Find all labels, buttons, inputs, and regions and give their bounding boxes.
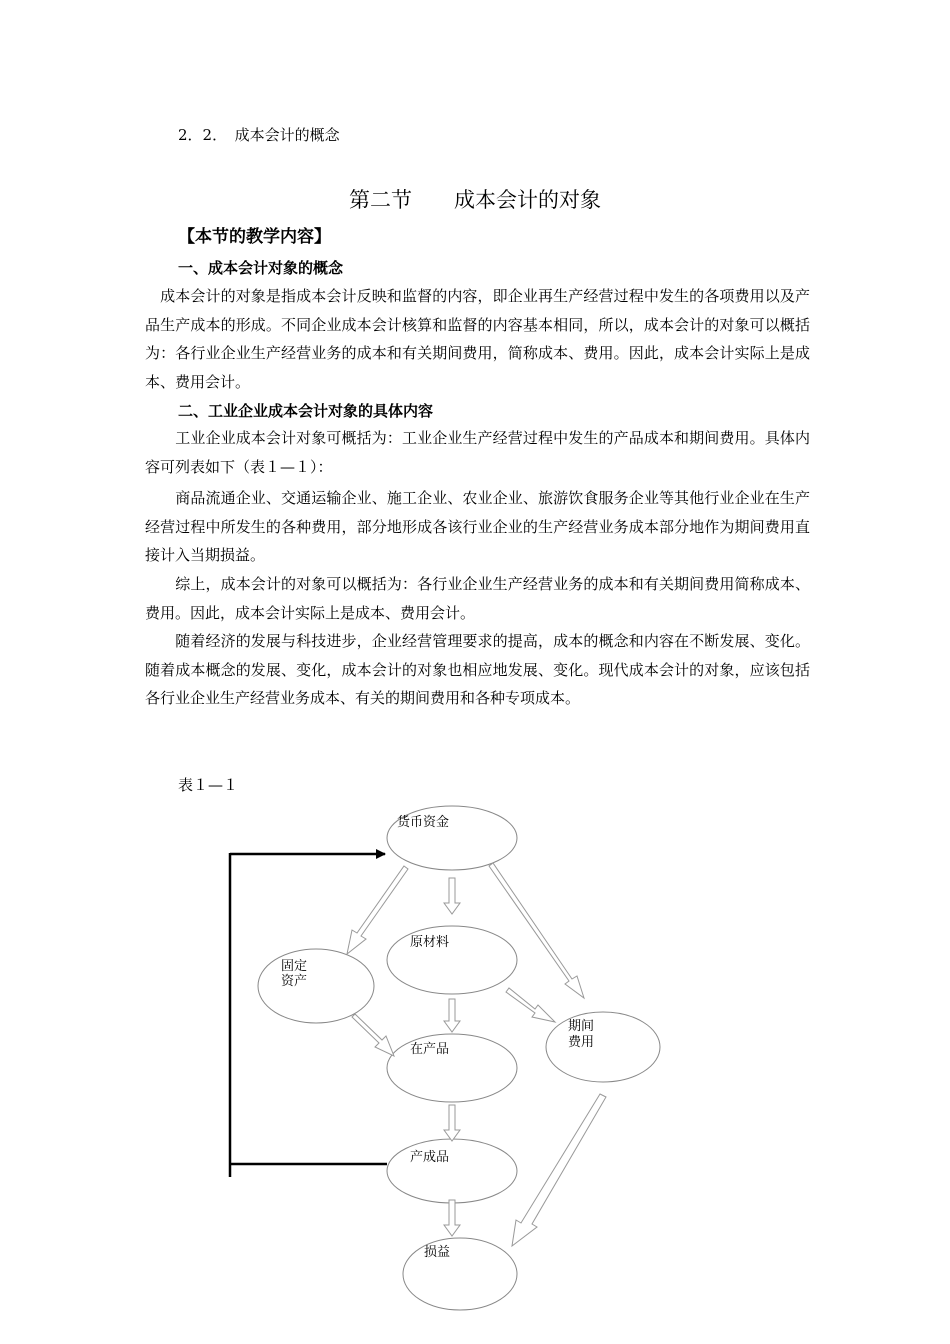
node-finished <box>387 1139 517 1203</box>
paragraph-3: 商品流通企业、交通运输企业、施工企业、农业企业、旅游饮食服务企业等其他行业企业在生产经营过程中所发生的各种费用，部分地形成各该行业企业的生产经营业务成本部分地作为期间费用直接计入当期损益。 <box>145 489 810 564</box>
arrow-fixed-to-wip <box>352 1014 394 1056</box>
paragraph-2: 工业企业成本会计对象可概括为：工业企业生产经营过程中发生的产品成本和期间费用。具体内容可列表如下（表１—１）： <box>145 429 810 476</box>
label-period-cost-1: 期间 <box>568 1019 595 1034</box>
node-profit-loss <box>403 1238 517 1310</box>
label-fixed-assets-1: 固定 <box>281 959 308 974</box>
label-wip: 在产品 <box>410 1042 450 1057</box>
paragraph-1: 成本会计的对象是指成本会计反映和监督的内容，即企业再生产经营过程中发生的各项费用以及产品生产成本的形成。不同企业成本会计核算和监督的内容基本相同，所以，成本会计的对象可以概括为：各行业企业生产经营业务的成本和有关期间费用，简称成本、费用。因此，成本会计实际上是成本、费用会计。 <box>145 287 810 391</box>
teaching-heading: 【本节的教学内容】 <box>178 227 331 247</box>
toc-line: 2．2． 成本会计的概念 <box>178 126 340 144</box>
node-wip <box>387 1034 517 1102</box>
paragraph-5: 随着经济的发展与科技进步，企业经营管理要求的提高，成本的概念和内容在不断发展、变化。随着成本概念的发展、变化，成本会计的对象也相应地发展、变化。现代成本会计的对象，应该包括各行业企业生产经营业务成本、有关的期间费用和各种专项成本。 <box>145 632 810 707</box>
table-caption: 表１—１ <box>178 776 239 794</box>
label-raw-material: 原材料 <box>410 935 450 950</box>
heading-2: 二、工业企业成本会计对象的具体内容 <box>178 402 434 420</box>
label-finished: 产成品 <box>410 1150 450 1165</box>
paragraph-4: 综上，成本会计的对象可以概括为：各行业企业生产经营业务的成本和有关期间费用简称成本、费用。因此，成本会计实际上是成本、费用会计。 <box>145 575 810 622</box>
arrow-raw-to-period-cost <box>506 988 555 1022</box>
arrow-wip-to-finished <box>444 1105 460 1141</box>
node-period-cost <box>546 1012 660 1082</box>
label-cash: 货币资金 <box>397 815 450 830</box>
label-profit-loss: 损益 <box>424 1245 451 1260</box>
heading-1: 一、成本会计对象的概念 <box>178 259 344 277</box>
node-fixed-assets <box>258 949 374 1023</box>
arrow-cash-to-period-cost <box>489 863 584 998</box>
arrow-finished-to-profit <box>444 1200 460 1236</box>
arrow-cash-to-raw <box>444 878 460 914</box>
section-title: 第二节 成本会计的对象 <box>349 188 601 212</box>
label-period-cost-2: 费用 <box>568 1035 595 1050</box>
label-fixed-assets-2: 资产 <box>281 974 308 989</box>
arrow-period-to-profit <box>512 1094 606 1246</box>
arrow-raw-to-wip <box>444 999 460 1032</box>
node-raw-material <box>387 926 517 994</box>
